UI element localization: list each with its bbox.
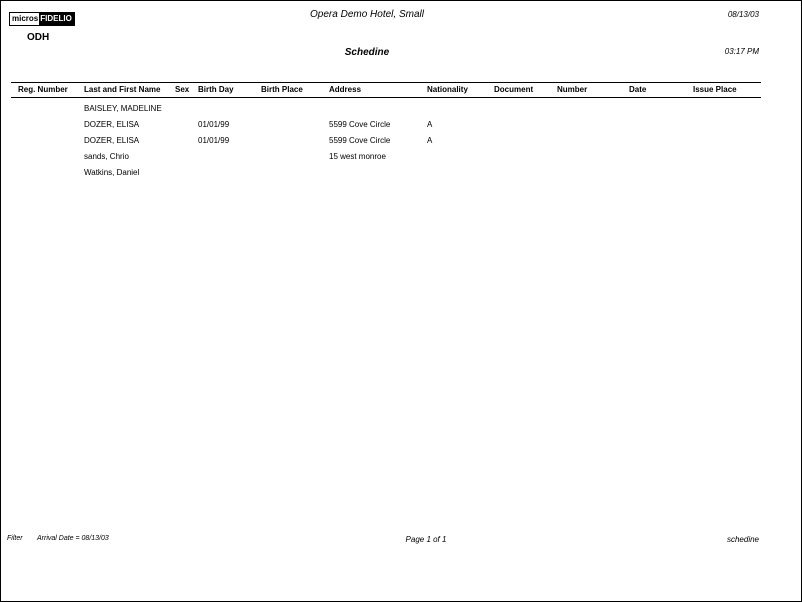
row-2-nationality: A [427,120,433,129]
row-3-name: DOZER, ELISA [84,136,140,145]
row-2-name: DOZER, ELISA [84,120,140,129]
footer-filter-value: Arrival Date = 08/13/03 [37,535,109,542]
row-2-birth-day: 01/01/99 [198,120,230,129]
print-date: 08/13/03 [727,10,759,19]
column-header-birth-place: Birth Place [261,85,303,94]
row-5-name: Watkins, Daniel [84,168,140,177]
header-bottom-rule [11,97,761,98]
row-4-address: 15 west monroe [329,152,386,161]
header-top-rule [11,82,761,83]
column-header-reg-number: Reg. Number [18,85,68,94]
column-header-nationality: Nationality [427,85,468,94]
column-header-birth-day: Birth Day [198,85,234,94]
footer-report-id: schedine [726,535,759,544]
hotel-name: Opera Demo Hotel, Small [310,9,424,20]
print-time: 03:17 PM [724,47,759,56]
footer-page-number: Page 1 of 1 [405,535,447,544]
row-1-name: BAISLEY, MADELINE [84,104,162,113]
column-header-address: Address [329,85,362,94]
column-header-name: Last and First Name [84,85,161,94]
row-4-name: sands, Chrio [84,152,129,161]
report-title: Schedine [344,47,390,58]
column-header-sex: Sex [175,85,190,94]
property-code: ODH [27,32,50,43]
logo-text-fidelio: FIDELIO [40,14,72,23]
column-header-issue-place: Issue Place [693,85,737,94]
column-header-number: Number [557,85,588,94]
row-2-address: 5599 Cove Circle [329,120,391,129]
footer-filter-label: Filter [7,535,23,542]
row-3-nationality: A [427,136,433,145]
column-header-date: Date [629,85,647,94]
row-3-birth-day: 01/01/99 [198,136,230,145]
row-3-address: 5599 Cove Circle [329,136,391,145]
column-header-document: Document [494,85,534,94]
logo-text-micros: micros [12,14,39,23]
